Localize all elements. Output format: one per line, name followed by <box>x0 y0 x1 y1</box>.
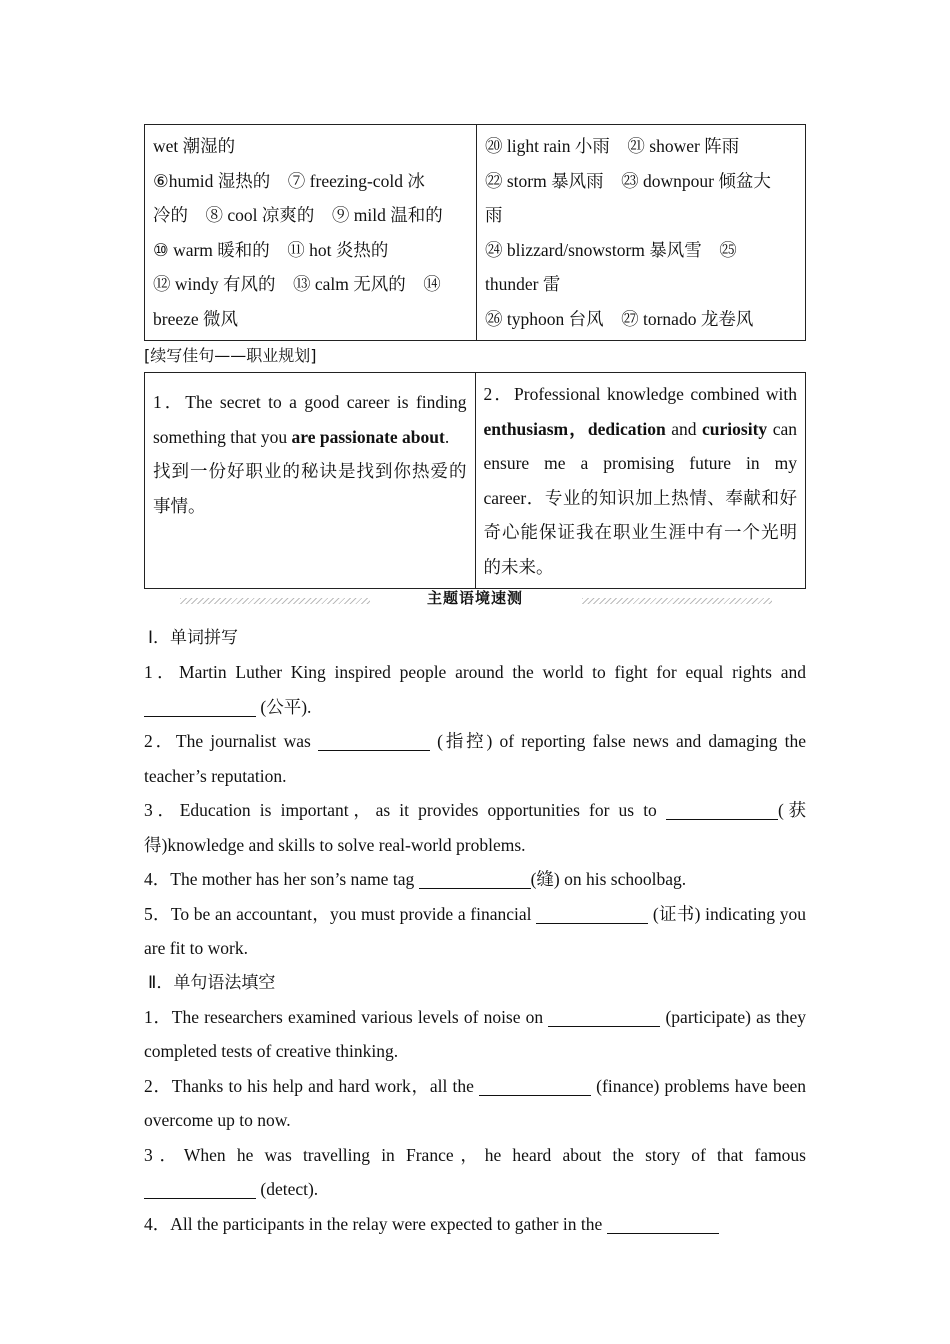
vocab-line: wet 潮湿的 <box>153 136 236 156</box>
vocab-line: ⑥humid 湿热的 ⑦ freezing-cold 冰 <box>153 170 425 191</box>
question-text: (finance) problems have been overcome up to now. <box>144 1075 806 1130</box>
sentence-bold: curiosity <box>702 418 768 439</box>
vocab-line: ⑩ warm 暖和的 ⑪ hot 炎热的 <box>153 239 389 260</box>
question-text: 2．Thanks to his help and hard work，all the <box>144 1075 480 1096</box>
sentence-bold: are passionate about <box>291 426 445 447</box>
sentence-text: 2．Professional knowledge combined with <box>483 384 797 404</box>
question-text: 3．Education is important，as it provides opportunities for us to <box>144 800 666 820</box>
weather-vocabulary-table <box>144 124 806 341</box>
question-text: 5．To be an accountant，you must provide a financial <box>144 903 537 924</box>
question-text: (公平). <box>256 696 312 717</box>
question-text: (缝) on his schoolbag. <box>530 869 687 889</box>
part2-heading: Ⅱ．单句语法填空 <box>148 972 276 993</box>
question-text: 1．Martin Luther King inspired people around the world to fight for equal rights and <box>144 662 806 682</box>
answer-blank[interactable] <box>536 905 648 924</box>
section-banner <box>144 587 806 615</box>
section-label: [续写佳句——职业规划] <box>144 346 317 365</box>
answer-blank[interactable] <box>144 698 256 717</box>
question-text: (detect). <box>256 1179 319 1199</box>
banner-title: 主题语境速测 <box>426 589 523 607</box>
career-sentences-table <box>144 372 806 589</box>
vocab-line: ㉒ storm 暴风雨 ㉓ downpour 倾盆大 <box>485 170 771 191</box>
vocab-left-cell <box>145 125 477 341</box>
question-item <box>144 1069 806 1138</box>
sentence-text: and <box>665 418 703 439</box>
question-text: (指控) of reporting false news and damaging the teacher’s reputation. <box>144 731 806 786</box>
vocab-line: 雨 <box>485 205 503 225</box>
document-page <box>144 124 806 1241</box>
question-item <box>144 1138 806 1207</box>
sentence-cell-1 <box>145 373 476 589</box>
part1-heading: Ⅰ．单词拼写 <box>148 628 239 648</box>
answer-blank[interactable] <box>666 802 778 821</box>
question-text: 1．The researchers examined various levels of noise on <box>144 1006 549 1027</box>
answer-blank[interactable] <box>318 733 430 752</box>
question-text: 3．When he was travelling in France，he heard about the story of that famous <box>144 1144 806 1165</box>
sentence-1-english <box>153 385 467 454</box>
answer-blank[interactable] <box>479 1077 591 1096</box>
question-item <box>144 793 806 862</box>
question-text: 4．All the participants in the relay were expected to gather in the <box>144 1213 607 1234</box>
sentence-text: can ensure me a promising future in my career．专业的知识加上热情、奉献和好奇心能保证我在职业生涯中有一个光明的未来。 <box>483 418 797 577</box>
answer-blank[interactable] <box>144 1181 256 1200</box>
vocab-right-cell <box>477 125 806 341</box>
vocab-line: ㉖ typhoon 台风 ㉗ tornado 龙卷风 <box>485 308 754 329</box>
question-item <box>144 897 806 966</box>
question-item <box>144 1207 806 1242</box>
question-item <box>144 1000 806 1069</box>
banner-stripe-right <box>582 598 772 604</box>
vocab-line: ㉔ blizzard/snowstorm 暴风雪 ㉕ <box>485 239 737 260</box>
question-text: 2．The journalist was <box>144 731 318 751</box>
sentence-1-chinese: 找到一份好职业的秘诀是找到你热爱的事情。 <box>153 461 467 516</box>
question-text: (证书) indicating you are fit to work. <box>144 903 806 958</box>
question-item <box>144 862 806 897</box>
vocab-line: 冷的 ⑧ cool 凉爽的 ⑨ mild 温和的 <box>153 205 443 225</box>
banner-stripe-left <box>180 598 370 604</box>
sentence-bold: enthusiasm，dedication <box>483 418 666 439</box>
sentence-cell-2 <box>475 373 806 589</box>
question-item <box>144 724 806 793</box>
question-text: (获得)knowledge and skills to solve real-world problems. <box>144 800 807 855</box>
vocab-line: ⑫ windy 有风的 ⑬ calm 无风的 ⑭ <box>153 274 441 294</box>
question-item <box>144 655 806 724</box>
answer-blank[interactable] <box>419 871 531 890</box>
answer-blank[interactable] <box>607 1215 719 1234</box>
vocab-line: ⑳ light rain 小雨 ㉑ shower 阵雨 <box>485 136 740 156</box>
sentence-text: 1．The secret to a good career is finding something that you <box>153 392 467 447</box>
sentence-text: . <box>444 426 450 447</box>
question-text: (participate) as they completed tests of creative thinking. <box>144 1006 806 1061</box>
answer-blank[interactable] <box>548 1008 660 1027</box>
vocab-line: thunder 雷 <box>485 274 561 294</box>
question-text: 4．The mother has her son’s name tag <box>144 869 419 889</box>
vocab-line: breeze 微风 <box>153 308 239 329</box>
